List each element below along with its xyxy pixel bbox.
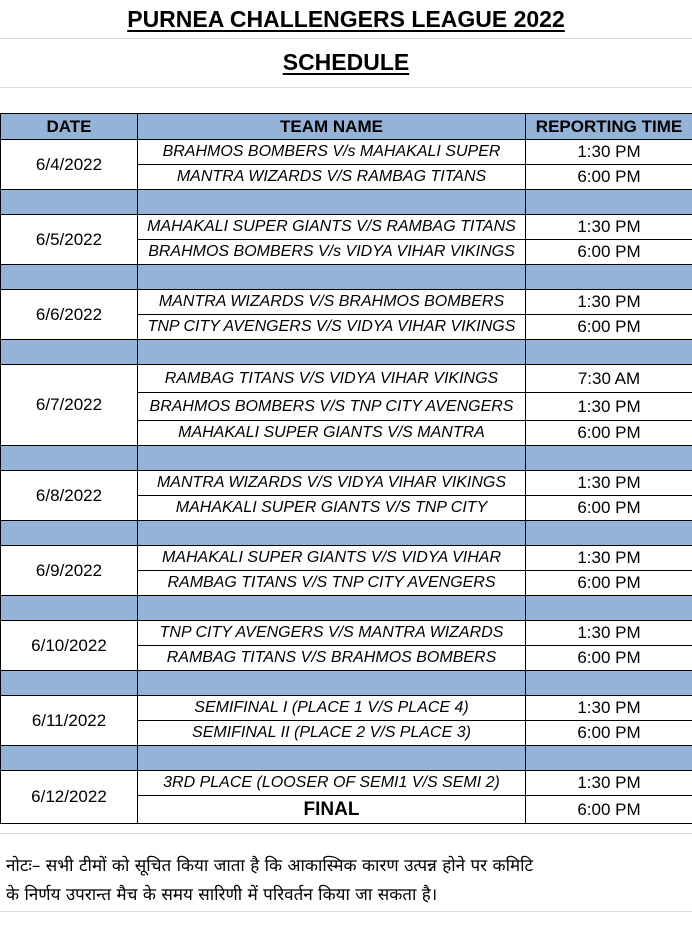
- time-cell: 6:00 PM: [526, 796, 692, 824]
- separator-row: [1, 596, 692, 621]
- schedule-table: [0, 113, 692, 824]
- note-line: नोटः– सभी टीमों को सूचित किया जाता है कि आकास्मिक कारण उत्पन्न होने पर कमिटि: [6, 856, 534, 876]
- match-cell: BRAHMOS BOMBERS V/S TNP CITY AVENGERS: [138, 393, 526, 421]
- table-row: [1, 771, 692, 796]
- header-row: [1, 114, 692, 140]
- separator-row: [1, 340, 692, 365]
- time-cell: 1:30 PM: [526, 215, 692, 240]
- date-cell: 6/6/2022: [1, 290, 138, 340]
- match-cell: RAMBAG TITANS V/S BRAHMOS BOMBERS: [138, 646, 526, 671]
- separator-row: [1, 521, 692, 546]
- table-row: [1, 140, 692, 165]
- match-cell: 3RD PLACE (LOOSER OF SEMI1 V/S SEMI 2): [138, 771, 526, 796]
- time-cell: 1:30 PM: [526, 290, 692, 315]
- match-cell: SEMIFINAL I (PLACE 1 V/S PLACE 4): [138, 696, 526, 721]
- match-cell: TNP CITY AVENGERS V/S VIDYA VIHAR VIKINGS: [138, 315, 526, 340]
- table-row: [1, 290, 692, 315]
- time-cell: 1:30 PM: [526, 393, 692, 421]
- time-cell: 6:00 PM: [526, 240, 692, 265]
- separator-row: [1, 265, 692, 290]
- match-cell: MAHAKALI SUPER GIANTS V/S VIDYA VIHAR: [138, 546, 526, 571]
- time-cell: 6:00 PM: [526, 421, 692, 446]
- time-cell: 1:30 PM: [526, 621, 692, 646]
- table-row: [1, 546, 692, 571]
- page-subtitle: SCHEDULE: [282, 49, 410, 75]
- separator-row: [1, 746, 692, 771]
- sheet-gridline: [0, 911, 692, 912]
- time-cell: 1:30 PM: [526, 546, 692, 571]
- table-row: [1, 621, 692, 646]
- date-cell: 6/10/2022: [1, 621, 138, 671]
- match-cell: MAHAKALI SUPER GIANTS V/S RAMBAG TITANS: [138, 215, 526, 240]
- separator-row: [1, 671, 692, 696]
- time-cell: 6:00 PM: [526, 165, 692, 190]
- date-cell: 6/11/2022: [1, 696, 138, 746]
- date-cell: 6/4/2022: [1, 140, 138, 190]
- time-cell: 6:00 PM: [526, 571, 692, 596]
- match-cell: RAMBAG TITANS V/S TNP CITY AVENGERS: [138, 571, 526, 596]
- match-cell: MANTRA WIZARDS V/S RAMBAG TITANS: [138, 165, 526, 190]
- date-cell: 6/12/2022: [1, 771, 138, 824]
- header-reporting-time: REPORTING TIME: [526, 114, 692, 140]
- separator-row: [1, 446, 692, 471]
- match-cell: BRAHMOS BOMBERS V/s VIDYA VIHAR VIKINGS: [138, 240, 526, 265]
- table-row: [1, 471, 692, 496]
- time-cell: 6:00 PM: [526, 315, 692, 340]
- date-cell: 6/5/2022: [1, 215, 138, 265]
- header-team-name: TEAM NAME: [138, 114, 526, 140]
- date-cell: 6/8/2022: [1, 471, 138, 521]
- match-cell: MANTRA WIZARDS V/S BRAHMOS BOMBERS: [138, 290, 526, 315]
- note-line: के निर्णय उपरान्त मैच के समय सारिणी में परिवर्तन किया जा सकता है।: [6, 885, 438, 905]
- match-cell: MANTRA WIZARDS V/S VIDYA VIHAR VIKINGS: [138, 471, 526, 496]
- time-cell: 7:30 AM: [526, 365, 692, 393]
- match-cell: RAMBAG TITANS V/S VIDYA VIHAR VIKINGS: [138, 365, 526, 393]
- time-cell: 1:30 PM: [526, 696, 692, 721]
- final-match-cell: FINAL: [138, 796, 526, 824]
- match-cell: SEMIFINAL II (PLACE 2 V/S PLACE 3): [138, 721, 526, 746]
- sheet-gridline: [0, 38, 692, 39]
- time-cell: 6:00 PM: [526, 721, 692, 746]
- date-cell: 6/7/2022: [1, 365, 138, 446]
- time-cell: 1:30 PM: [526, 471, 692, 496]
- separator-row: [1, 190, 692, 215]
- sheet-gridline: [0, 87, 692, 88]
- time-cell: 6:00 PM: [526, 646, 692, 671]
- time-cell: 6:00 PM: [526, 496, 692, 521]
- header-date: DATE: [1, 114, 138, 140]
- table-row: [1, 365, 692, 393]
- time-cell: 1:30 PM: [526, 140, 692, 165]
- hindi-note: [6, 852, 686, 910]
- date-cell: 6/9/2022: [1, 546, 138, 596]
- page-title: PURNEA CHALLENGERS LEAGUE 2022: [127, 6, 565, 32]
- match-cell: MAHAKALI SUPER GIANTS V/S TNP CITY: [138, 496, 526, 521]
- table-row: [1, 215, 692, 240]
- time-cell: 1:30 PM: [526, 771, 692, 796]
- match-cell: MAHAKALI SUPER GIANTS V/S MANTRA: [138, 421, 526, 446]
- match-cell: TNP CITY AVENGERS V/S MANTRA WIZARDS: [138, 621, 526, 646]
- sheet-gridline: [0, 833, 692, 834]
- match-cell: BRAHMOS BOMBERS V/s MAHAKALI SUPER: [138, 140, 526, 165]
- table-row: [1, 696, 692, 721]
